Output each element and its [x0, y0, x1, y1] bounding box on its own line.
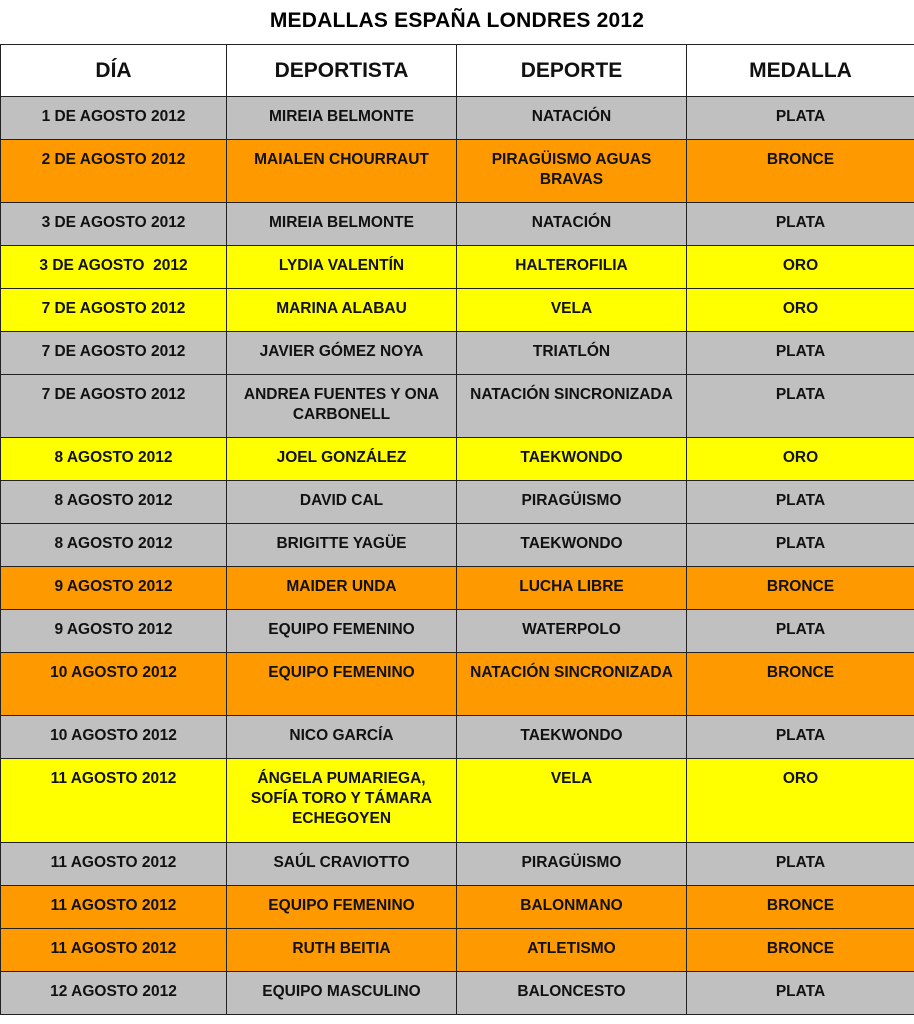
- day-cell: 11 AGOSTO 2012: [1, 929, 227, 972]
- day-cell: 9 AGOSTO 2012: [1, 610, 227, 653]
- table-row: [1, 567, 914, 610]
- medal-cell: BRONCE: [687, 653, 914, 716]
- table-row: [1, 140, 914, 203]
- medal-cell: PLATA: [687, 972, 914, 1015]
- sport-cell: TRIATLÓN: [457, 332, 687, 375]
- athlete-cell: RUTH BEITIA: [227, 929, 457, 972]
- table-row: [1, 332, 914, 375]
- table-row: [1, 759, 914, 843]
- day-cell: 11 AGOSTO 2012: [1, 886, 227, 929]
- sport-cell: PIRAGÜISMO AGUAS BRAVAS: [457, 140, 687, 203]
- medal-cell: BRONCE: [687, 929, 914, 972]
- sport-cell: ATLETISMO: [457, 929, 687, 972]
- sport-cell: NATACIÓN: [457, 203, 687, 246]
- medal-cell: ORO: [687, 289, 914, 332]
- medal-cell: BRONCE: [687, 567, 914, 610]
- table-row: [1, 203, 914, 246]
- athlete-cell: JOEL GONZÁLEZ: [227, 438, 457, 481]
- sport-cell: TAEKWONDO: [457, 438, 687, 481]
- athlete-cell: EQUIPO MASCULINO: [227, 972, 457, 1015]
- athlete-cell: EQUIPO FEMENINO: [227, 886, 457, 929]
- day-cell: 8 AGOSTO 2012: [1, 524, 227, 567]
- medal-cell: PLATA: [687, 203, 914, 246]
- column-header-medal: MEDALLA: [687, 45, 914, 97]
- sport-cell: BALONCESTO: [457, 972, 687, 1015]
- table-header-row: [1, 45, 914, 97]
- sport-cell: VELA: [457, 759, 687, 843]
- medal-cell: PLATA: [687, 843, 914, 886]
- athlete-cell: SAÚL CRAVIOTTO: [227, 843, 457, 886]
- medal-cell: PLATA: [687, 716, 914, 759]
- day-cell: 7 DE AGOSTO 2012: [1, 289, 227, 332]
- table-row: [1, 886, 914, 929]
- table-row: [1, 610, 914, 653]
- day-cell: 10 AGOSTO 2012: [1, 716, 227, 759]
- sport-cell: PIRAGÜISMO: [457, 843, 687, 886]
- sport-cell: HALTEROFILIA: [457, 246, 687, 289]
- sport-cell: PIRAGÜISMO: [457, 481, 687, 524]
- medal-cell: PLATA: [687, 524, 914, 567]
- table-row: [1, 289, 914, 332]
- medals-table: [0, 44, 914, 1015]
- table-row: [1, 716, 914, 759]
- table-row: [1, 375, 914, 438]
- day-cell: 3 DE AGOSTO 2012: [1, 203, 227, 246]
- sport-cell: LUCHA LIBRE: [457, 567, 687, 610]
- athlete-cell: DAVID CAL: [227, 481, 457, 524]
- athlete-cell: MIREIA BELMONTE: [227, 97, 457, 140]
- athlete-cell: MAIALEN CHOURRAUT: [227, 140, 457, 203]
- medal-cell: PLATA: [687, 375, 914, 438]
- day-cell: 2 DE AGOSTO 2012: [1, 140, 227, 203]
- medal-cell: PLATA: [687, 332, 914, 375]
- table-row: [1, 843, 914, 886]
- page-title: MEDALLAS ESPAÑA LONDRES 2012: [269, 9, 645, 32]
- sport-cell: NATACIÓN: [457, 97, 687, 140]
- table-row: [1, 929, 914, 972]
- sport-cell: VELA: [457, 289, 687, 332]
- athlete-cell: MIREIA BELMONTE: [227, 203, 457, 246]
- table-row: [1, 97, 914, 140]
- table-row: [1, 653, 914, 716]
- athlete-cell: EQUIPO FEMENINO: [227, 653, 457, 716]
- athlete-cell: ANDREA FUENTES Y ONA CARBONELL: [227, 375, 457, 438]
- day-cell: 8 AGOSTO 2012: [1, 481, 227, 524]
- sport-cell: TAEKWONDO: [457, 524, 687, 567]
- sport-cell: NATACIÓN SINCRONIZADA: [457, 653, 687, 716]
- sport-cell: NATACIÓN SINCRONIZADA: [457, 375, 687, 438]
- athlete-cell: EQUIPO FEMENINO: [227, 610, 457, 653]
- medal-cell: BRONCE: [687, 886, 914, 929]
- sport-cell: TAEKWONDO: [457, 716, 687, 759]
- medal-cell: BRONCE: [687, 140, 914, 203]
- table-row: [1, 246, 914, 289]
- athlete-cell: JAVIER GÓMEZ NOYA: [227, 332, 457, 375]
- day-cell: 9 AGOSTO 2012: [1, 567, 227, 610]
- medal-cell: ORO: [687, 438, 914, 481]
- day-cell: 1 DE AGOSTO 2012: [1, 97, 227, 140]
- athlete-cell: NICO GARCÍA: [227, 716, 457, 759]
- sport-cell: WATERPOLO: [457, 610, 687, 653]
- sport-cell: BALONMANO: [457, 886, 687, 929]
- table-row: [1, 481, 914, 524]
- medal-cell: PLATA: [687, 610, 914, 653]
- table-row: [1, 524, 914, 567]
- day-cell: 12 AGOSTO 2012: [1, 972, 227, 1015]
- column-header-day: DÍA: [1, 45, 227, 97]
- medal-cell: PLATA: [687, 97, 914, 140]
- day-cell: 8 AGOSTO 2012: [1, 438, 227, 481]
- day-cell: 11 AGOSTO 2012: [1, 759, 227, 843]
- medal-cell: PLATA: [687, 481, 914, 524]
- medal-cell: ORO: [687, 246, 914, 289]
- column-header-athlete: DEPORTISTA: [227, 45, 457, 97]
- day-cell: 3 DE AGOSTO 2012: [1, 246, 227, 289]
- medal-cell: ORO: [687, 759, 914, 843]
- day-cell: 7 DE AGOSTO 2012: [1, 332, 227, 375]
- athlete-cell: LYDIA VALENTÍN: [227, 246, 457, 289]
- day-cell: 10 AGOSTO 2012: [1, 653, 227, 716]
- athlete-cell: MAIDER UNDA: [227, 567, 457, 610]
- table-row: [1, 438, 914, 481]
- day-cell: 11 AGOSTO 2012: [1, 843, 227, 886]
- day-cell: 7 DE AGOSTO 2012: [1, 375, 227, 438]
- column-header-sport: DEPORTE: [457, 45, 687, 97]
- athlete-cell: BRIGITTE YAGÜE: [227, 524, 457, 567]
- athlete-cell: ÁNGELA PUMARIEGA, SOFÍA TORO Y TÁMARA ECHEGOYEN: [227, 759, 457, 843]
- athlete-cell: MARINA ALABAU: [227, 289, 457, 332]
- table-row: [1, 972, 914, 1015]
